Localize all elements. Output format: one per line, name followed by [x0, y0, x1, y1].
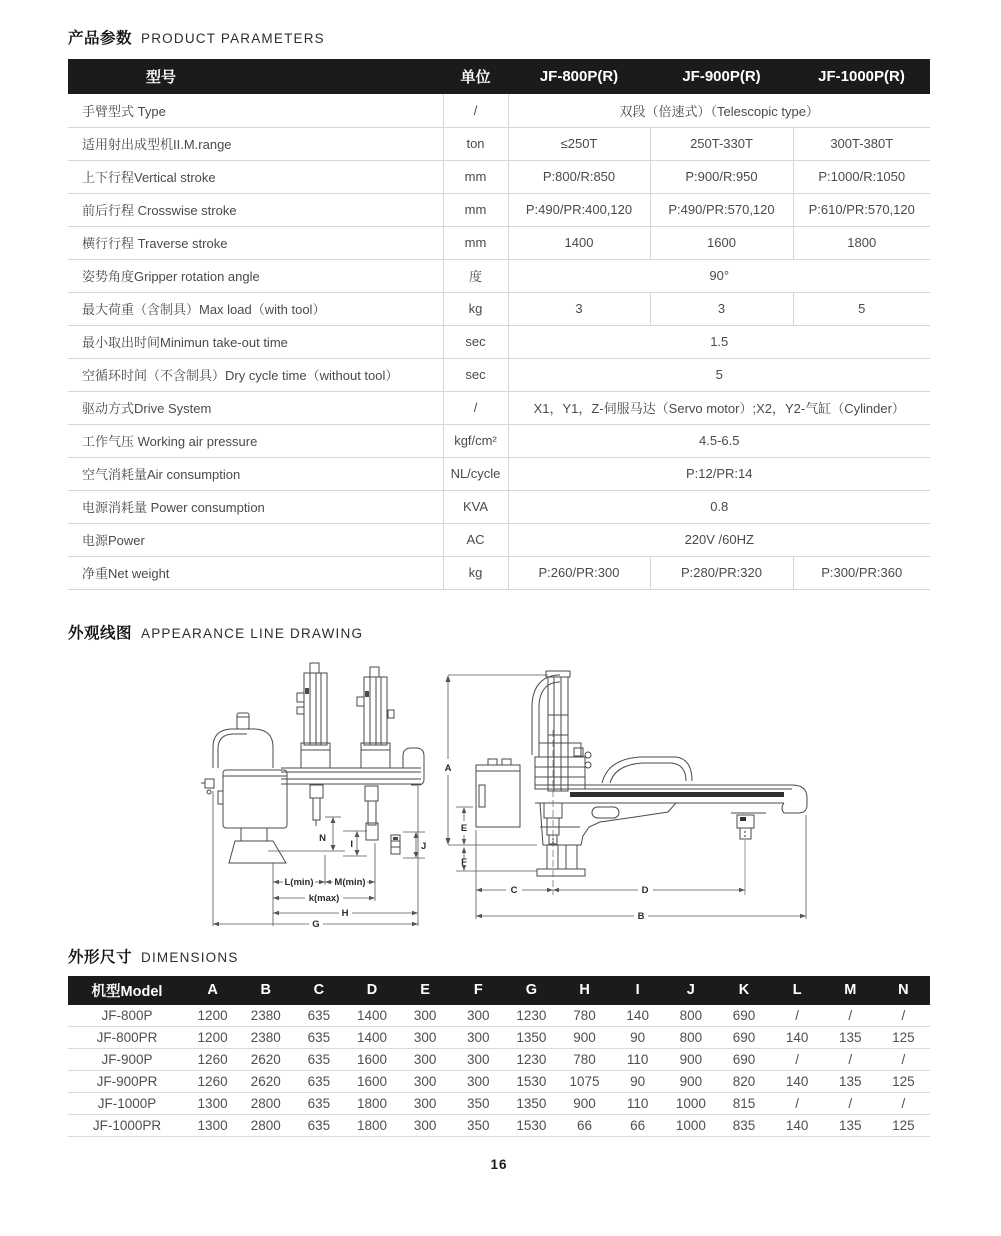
- param-label-cell: 驱动方式Drive System: [68, 391, 443, 424]
- dims-model-cell: JF-900PR: [68, 1071, 186, 1093]
- dims-header-col-D: D: [345, 976, 398, 1005]
- dims-value-cell: 1400: [345, 1005, 398, 1027]
- dims-value-cell: /: [824, 1093, 877, 1115]
- dims-header-col-N: N: [877, 976, 930, 1005]
- dims-value-cell: 2800: [239, 1093, 292, 1115]
- dims-value-cell: 125: [877, 1027, 930, 1049]
- dims-value-cell: 135: [824, 1027, 877, 1049]
- param-label-cell: 上下行程Vertical stroke: [68, 160, 443, 193]
- dimensions-title-zh: 外形尺寸: [68, 948, 133, 966]
- dims-value-cell: 1200: [186, 1027, 239, 1049]
- param-value-span-cell: 90°: [508, 259, 930, 292]
- dims-model-cell: JF-1000P: [68, 1093, 186, 1115]
- dims-header-model: 机型Model: [68, 976, 186, 1005]
- dim-label-a: A: [444, 762, 452, 774]
- param-value-span-cell: 220V /60HZ: [508, 523, 930, 556]
- params-header-model-label: 型号: [68, 59, 443, 94]
- param-label-cell: 前后行程 Crosswise stroke: [68, 193, 443, 226]
- dims-header-col-I: I: [611, 976, 664, 1005]
- parameters-title-en: PRODUCT PARAMETERS: [141, 31, 325, 46]
- param-value-cell: 1400: [508, 226, 650, 259]
- dim-label-mmin: M(min): [334, 876, 366, 888]
- param-unit-cell: sec: [443, 325, 508, 358]
- param-value-span-cell: 5: [508, 358, 930, 391]
- param-label-cell: 手臂型式 Type: [68, 94, 443, 127]
- dims-header-col-K: K: [717, 976, 770, 1005]
- dims-model-cell: JF-900P: [68, 1049, 186, 1071]
- dims-value-cell: 1350: [505, 1093, 558, 1115]
- param-row: [68, 457, 930, 490]
- dim-label-kmax: k(max): [308, 892, 340, 904]
- dims-value-cell: 1075: [558, 1071, 611, 1093]
- dims-model-cell: JF-800P: [68, 1005, 186, 1027]
- parameters-title-zh: 产品参数: [68, 30, 133, 47]
- dims-value-cell: 2620: [239, 1049, 292, 1071]
- param-value-cell: P:610/PR:570,120: [793, 193, 930, 226]
- param-label-cell: 姿势角度Gripper rotation angle: [68, 259, 443, 292]
- dims-value-cell: 800: [664, 1005, 717, 1027]
- param-value-span-cell: 4.5-6.5: [508, 424, 930, 457]
- dims-value-cell: 350: [452, 1115, 505, 1137]
- param-value-span-cell: 1.5: [508, 325, 930, 358]
- param-row: [68, 490, 930, 523]
- dims-value-cell: 1400: [345, 1027, 398, 1049]
- param-label-cell: 最大荷重（含制具）Max load（with tool）: [68, 292, 443, 325]
- dims-value-cell: 900: [558, 1093, 611, 1115]
- dim-label-i: I: [350, 838, 353, 850]
- param-value-cell: ≤250T: [508, 127, 650, 160]
- dims-value-cell: 300: [452, 1027, 505, 1049]
- dims-value-cell: 780: [558, 1049, 611, 1071]
- dimensions-table: [68, 976, 930, 1138]
- param-value-span-cell: X1，Y1，Z-伺服马达（Servo motor）;X2，Y2-气缸（Cylinder）: [508, 391, 930, 424]
- dims-value-cell: 300: [399, 1005, 452, 1027]
- dims-value-cell: 2620: [239, 1071, 292, 1093]
- dims-value-cell: 1600: [345, 1049, 398, 1071]
- catalog-page: [68, 0, 930, 1172]
- dim-label-e: E: [460, 822, 468, 834]
- param-row: [68, 556, 930, 589]
- param-value-span-cell: P:12/PR:14: [508, 457, 930, 490]
- param-unit-cell: NL/cycle: [443, 457, 508, 490]
- dims-value-cell: /: [824, 1005, 877, 1027]
- param-value-cell: P:900/R:950: [650, 160, 793, 193]
- param-value-cell: P:490/PR:400,120: [508, 193, 650, 226]
- dims-header-col-B: B: [239, 976, 292, 1005]
- dims-value-cell: 900: [558, 1027, 611, 1049]
- params-header-unit-label: 单位: [443, 59, 508, 94]
- dims-value-cell: 835: [717, 1115, 770, 1137]
- dims-value-cell: 900: [664, 1071, 717, 1093]
- param-row: [68, 127, 930, 160]
- dims-header-col-F: F: [452, 976, 505, 1005]
- dims-value-cell: 780: [558, 1005, 611, 1027]
- dims-value-cell: 140: [771, 1071, 824, 1093]
- dims-value-cell: 1260: [186, 1049, 239, 1071]
- param-row: [68, 391, 930, 424]
- dims-row: [68, 1115, 930, 1137]
- dims-value-cell: 135: [824, 1071, 877, 1093]
- dims-value-cell: 125: [877, 1071, 930, 1093]
- dims-header-col-C: C: [292, 976, 345, 1005]
- dims-model-cell: JF-1000PR: [68, 1115, 186, 1137]
- dimensions-section-title: [68, 940, 930, 967]
- dims-value-cell: 1600: [345, 1071, 398, 1093]
- dims-value-cell: 1000: [664, 1093, 717, 1115]
- dims-value-cell: 635: [292, 1093, 345, 1115]
- dim-label-n: N: [319, 832, 326, 844]
- dims-value-cell: 90: [611, 1027, 664, 1049]
- dims-value-cell: 300: [399, 1049, 452, 1071]
- param-label-cell: 电源Power: [68, 523, 443, 556]
- dims-value-cell: /: [877, 1049, 930, 1071]
- dim-label-d: D: [641, 884, 649, 896]
- dims-value-cell: 90: [611, 1071, 664, 1093]
- param-unit-cell: mm: [443, 193, 508, 226]
- param-unit-cell: mm: [443, 160, 508, 193]
- param-unit-cell: ton: [443, 127, 508, 160]
- dims-value-cell: 2800: [239, 1115, 292, 1137]
- dims-value-cell: 300: [452, 1005, 505, 1027]
- dims-value-cell: 300: [399, 1071, 452, 1093]
- dims-value-cell: 2380: [239, 1027, 292, 1049]
- dims-value-cell: /: [771, 1093, 824, 1115]
- param-unit-cell: mm: [443, 226, 508, 259]
- drawing-title-zh: 外观线图: [68, 624, 133, 642]
- dims-value-cell: 125: [877, 1115, 930, 1137]
- parameters-table: [68, 59, 930, 590]
- dims-value-cell: 1260: [186, 1071, 239, 1093]
- dims-value-cell: 1230: [505, 1049, 558, 1071]
- drawing-section-title: [68, 590, 930, 643]
- dims-value-cell: 135: [824, 1115, 877, 1137]
- dims-row: [68, 1049, 930, 1071]
- param-label-cell: 工作气压 Working air pressure: [68, 424, 443, 457]
- dims-value-cell: 140: [771, 1027, 824, 1049]
- param-row: [68, 259, 930, 292]
- params-header-jf900: JF-900P(R): [650, 59, 793, 94]
- robot-front-view-drawing: [185, 655, 440, 940]
- param-label-cell: 适用射出成型机II.M.range: [68, 127, 443, 160]
- dims-value-cell: 300: [399, 1093, 452, 1115]
- dims-value-cell: 2380: [239, 1005, 292, 1027]
- dims-header-col-A: A: [186, 976, 239, 1005]
- dims-value-cell: 690: [717, 1049, 770, 1071]
- param-value-cell: P:260/PR:300: [508, 556, 650, 589]
- dims-value-cell: 66: [558, 1115, 611, 1137]
- param-row: [68, 325, 930, 358]
- dims-value-cell: 820: [717, 1071, 770, 1093]
- param-row: [68, 358, 930, 391]
- dims-value-cell: /: [771, 1049, 824, 1071]
- param-row: [68, 160, 930, 193]
- dims-model-cell: JF-800PR: [68, 1027, 186, 1049]
- param-value-cell: P:300/PR:360: [793, 556, 930, 589]
- param-value-span-cell: 0.8: [508, 490, 930, 523]
- dims-value-cell: 350: [452, 1093, 505, 1115]
- dims-value-cell: 635: [292, 1115, 345, 1137]
- appearance-drawings: [185, 655, 930, 940]
- dims-value-cell: /: [877, 1093, 930, 1115]
- dims-value-cell: 110: [611, 1049, 664, 1071]
- param-value-cell: P:1000/R:1050: [793, 160, 930, 193]
- dims-row: [68, 1027, 930, 1049]
- dims-value-cell: 635: [292, 1027, 345, 1049]
- param-value-cell: 5: [793, 292, 930, 325]
- param-row: [68, 226, 930, 259]
- dims-value-cell: 300: [399, 1027, 452, 1049]
- dims-value-cell: 300: [452, 1071, 505, 1093]
- dim-label-lmin: L(min): [284, 876, 314, 888]
- param-label-cell: 净重Net weight: [68, 556, 443, 589]
- dims-value-cell: 815: [717, 1093, 770, 1115]
- dims-header-col-L: L: [771, 976, 824, 1005]
- dims-header-col-E: E: [399, 976, 452, 1005]
- dimensions-header-row: [68, 976, 930, 1005]
- dims-value-cell: 690: [717, 1027, 770, 1049]
- params-header-jf1000: JF-1000P(R): [793, 59, 930, 94]
- dimensions-title-en: DIMENSIONS: [141, 949, 239, 965]
- drawing-title-en: APPEARANCE LINE DRAWING: [141, 625, 364, 641]
- param-row: [68, 193, 930, 226]
- param-unit-cell: kg: [443, 292, 508, 325]
- dims-value-cell: 110: [611, 1093, 664, 1115]
- dim-label-h: H: [341, 907, 349, 919]
- param-value-cell: 3: [508, 292, 650, 325]
- param-value-span-cell: 双段（倍速式）（Telescopic type）: [508, 94, 930, 127]
- dims-header-col-J: J: [664, 976, 717, 1005]
- dims-header-col-H: H: [558, 976, 611, 1005]
- dims-value-cell: 1800: [345, 1115, 398, 1137]
- param-value-cell: 1600: [650, 226, 793, 259]
- dims-value-cell: 635: [292, 1049, 345, 1071]
- param-row: [68, 292, 930, 325]
- dims-value-cell: 140: [771, 1115, 824, 1137]
- dim-label-c: C: [510, 884, 518, 896]
- dims-header-col-M: M: [824, 976, 877, 1005]
- param-label-cell: 空循环时间（不含制具）Dry cycle time（without tool）: [68, 358, 443, 391]
- param-value-cell: 300T-380T: [793, 127, 930, 160]
- dims-value-cell: 1000: [664, 1115, 717, 1137]
- param-value-cell: 250T-330T: [650, 127, 793, 160]
- dims-value-cell: /: [877, 1005, 930, 1027]
- param-unit-cell: kg: [443, 556, 508, 589]
- dims-value-cell: 1800: [345, 1093, 398, 1115]
- param-label-cell: 最小取出时间Minimun take-out time: [68, 325, 443, 358]
- param-unit-cell: /: [443, 94, 508, 127]
- param-row: [68, 94, 930, 127]
- page-number: 16: [490, 1157, 508, 1172]
- dims-value-cell: 66: [611, 1115, 664, 1137]
- dims-value-cell: 800: [664, 1027, 717, 1049]
- robot-side-view-drawing: [440, 655, 830, 940]
- param-label-cell: 横行行程 Traverse stroke: [68, 226, 443, 259]
- param-row: [68, 424, 930, 457]
- dims-value-cell: 635: [292, 1071, 345, 1093]
- dims-value-cell: 1350: [505, 1027, 558, 1049]
- param-value-cell: P:490/PR:570,120: [650, 193, 793, 226]
- param-unit-cell: /: [443, 391, 508, 424]
- dims-value-cell: 300: [399, 1115, 452, 1137]
- param-value-cell: P:800/R:850: [508, 160, 650, 193]
- parameters-section-title: [68, 0, 930, 48]
- dims-row: [68, 1071, 930, 1093]
- dims-value-cell: 900: [664, 1049, 717, 1071]
- dims-value-cell: 1530: [505, 1071, 558, 1093]
- dims-value-cell: 635: [292, 1005, 345, 1027]
- param-label-cell: 电源消耗量 Power consumption: [68, 490, 443, 523]
- param-value-cell: P:280/PR:320: [650, 556, 793, 589]
- parameters-header-row: [68, 59, 930, 94]
- dims-value-cell: 1230: [505, 1005, 558, 1027]
- dims-value-cell: 1200: [186, 1005, 239, 1027]
- dims-value-cell: 140: [611, 1005, 664, 1027]
- param-unit-cell: kgf/cm²: [443, 424, 508, 457]
- dims-value-cell: 690: [717, 1005, 770, 1027]
- dims-value-cell: 300: [452, 1049, 505, 1071]
- param-value-cell: 1800: [793, 226, 930, 259]
- dim-label-b: B: [637, 910, 645, 922]
- param-unit-cell: 度: [443, 259, 508, 292]
- dims-value-cell: 1300: [186, 1093, 239, 1115]
- dims-value-cell: 1530: [505, 1115, 558, 1137]
- dims-value-cell: /: [771, 1005, 824, 1027]
- param-unit-cell: KVA: [443, 490, 508, 523]
- dim-label-f: F: [461, 856, 467, 868]
- param-row: [68, 523, 930, 556]
- param-unit-cell: sec: [443, 358, 508, 391]
- dim-label-g: G: [312, 918, 320, 930]
- dim-label-j: J: [421, 840, 427, 852]
- dims-row: [68, 1005, 930, 1027]
- dims-row: [68, 1093, 930, 1115]
- param-label-cell: 空气消耗量Air consumption: [68, 457, 443, 490]
- dims-value-cell: /: [824, 1049, 877, 1071]
- param-value-cell: 3: [650, 292, 793, 325]
- params-header-jf800: JF-800P(R): [508, 59, 650, 94]
- dims-value-cell: 1300: [186, 1115, 239, 1137]
- param-unit-cell: AC: [443, 523, 508, 556]
- dims-header-col-G: G: [505, 976, 558, 1005]
